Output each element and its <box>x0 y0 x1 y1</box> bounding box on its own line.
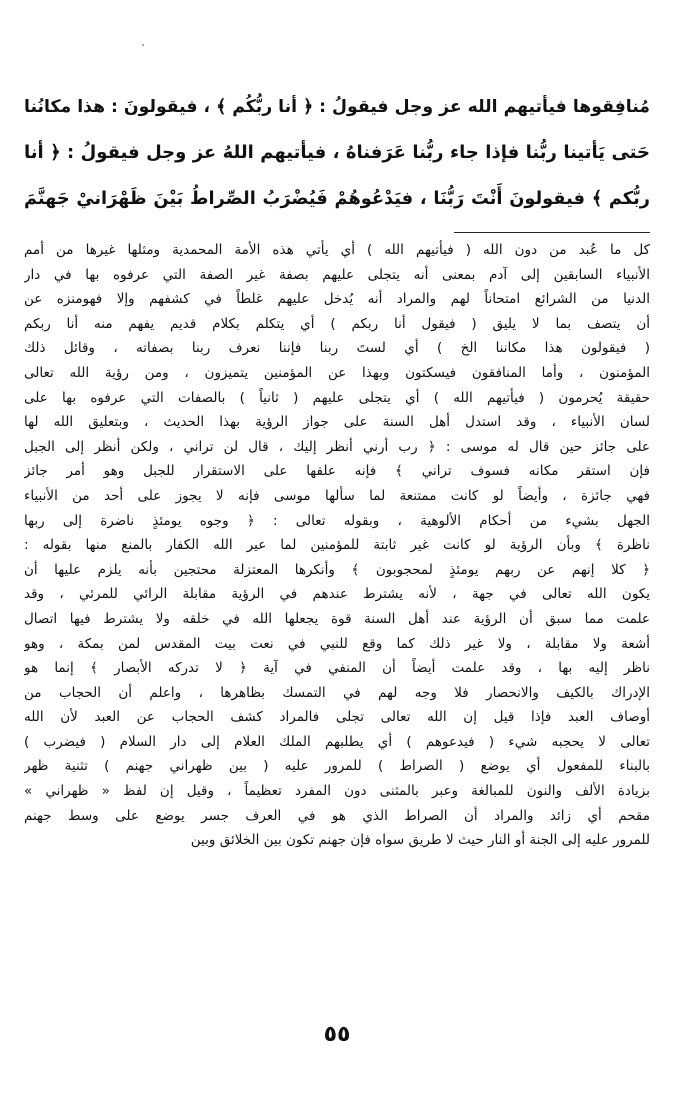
footnote-line: الجهل بشيء من أحكام الألوهية ، وبقوله تعالى : ﴿ وجوه يومئذٍ ناضرة إلى ربها <box>24 512 650 529</box>
page-number: ٥٥ <box>323 1022 351 1047</box>
footnote-line: الدنيا من الشرائع امتحاناً لهم والمراد أنه يُدخل عليهم غلطاً في كشفهم وإلا فهومنزه عن <box>24 291 650 308</box>
footnote-line: الإدراك بالكيف والانحصار فلا وجه لهم في التمسك بظاهرها ، واعلم أن الحجاب من <box>24 684 650 701</box>
hadith-line: حَتى يَأتينا ربُّنا فإذا جاء ربُّنا عَرَفناهُ ، فيأتيهم اللهُ عز وجل فيقولُ : ﴿ أنا <box>24 142 650 163</box>
hadith-text <box>24 84 650 222</box>
footnote-divider <box>454 232 650 233</box>
hadith-line: مُنافِقوها فيأتيهم الله عز وجل فيقولُ : ﴿ أنا ربُّكُم ﴾ ، فيقولونَ : هذا مكانُنا <box>24 97 650 117</box>
print-speck <box>142 44 144 46</box>
hadith-line: ربُّكم ﴾ فيقولونَ أَنْتَ رَبُّنَا ، فيَدْعُوهُمْ فَيُضْرَبُ الصِّراطُ بَيْنَ ظَهْرَانيْ جَهنَّمَ <box>24 189 650 209</box>
footnote-line: مقحم أي زائد والمراد أن الصراط الذي هو في العرف جسر يوضع على وسط جهنم <box>24 807 650 824</box>
footnote-line: المؤمنون ، وأما المنافقون فيسكتون وبهذا عن المؤمنين يتميزون ، ومن رؤية الله تعالى <box>24 364 650 381</box>
footnote-line: علمت مما سبق أن الرؤية عند أهل السنة قوة يجعلها الله في خلقه ولا يشترط فيها اتصال <box>24 610 650 627</box>
footnote-line: أن يتصف بما لا يليق ( فيقول أنا ربكم ) أي يتكلم بكلام قديم يفهم منه أنا ربكم <box>24 315 650 332</box>
commentary-footnote <box>24 238 650 853</box>
footnote-line: حقيقة يُحرمون ( فيأتيهم الله ) أي يتجلى عليهم ( ثانياً ) بالصفات التي عرفوه بها على <box>24 389 650 406</box>
footnote-line: ( فيقولون هذا مكاننا الخ ) أي لستَ ربنا فإننا نعرف ربنا بصفاته ، وقائل ذلك <box>24 340 650 357</box>
footnote-line: بالبناء للمفعول أي يوضع ( الصراط ) للمرور عليه ( بين ظهراني جهنم ) تثنية ظهر <box>24 758 650 775</box>
footnote-line: بزيادة الألف والنون للمبالغة وعبر بالمثنى دون المفرد تعظيماً ، وقيل إن لفظ « ظهراني » <box>24 783 650 800</box>
footnote-line: أوصاف العبد فإذا قيل إن الله تعالى تجلى فالمراد كشف الحجاب عن العبد لأن الله <box>24 709 650 726</box>
footnote-line: تعالى لا يحجبه شيء ( فيدعوهم ) أي يطلبهم الملك العلام إلى دار السلام ( فيضرب ) <box>24 733 650 750</box>
footnote-line: ناظر إليه بها ، وقد علمت أيضاً أن المنفي في آية ﴿ لا تدركه الأبصار ﴾ إنما هو <box>24 660 650 677</box>
footnote-line: كل ما عُبد من دون الله ( فيأتيهم الله ) أي يأتي هذه الأمة المحمدية ومثلها غيرها من أمم <box>24 242 650 258</box>
footnote-line: فإن استقر مكانه فسوف تراني ﴾ فإنه علقها على الاستقرار للجبل وهو أمر جائز <box>24 463 650 480</box>
footnote-line: أشعة ولا مقابلة ، ولا غير ذلك كما وقع للنبي في نعت بيت المقدس لمن بمكة ، وهو <box>24 635 650 652</box>
footnote-line: فهي جائزة ، وأيضاً لو كانت ممتنعة لما سألها موسى فإنه لا يجوز على أحد من الأنبياء <box>24 487 650 504</box>
footnote-line: للمرور عليه إلى الجنة أو النار حيث لا طريق سواه فإن جهنم تكون بين الخلائق وبين <box>190 832 650 849</box>
footnote-line: يكون الله تعالى في جهة ، لأنه يشترط عندهم في الرؤية مقابلة الرائي للمرئي ، وقد <box>24 586 650 603</box>
footnote-line: على جائز حين قال له موسى : ﴿ رب أرني أنظر إليك ، قال لن تراني ، ولكن أنظر إلى الجبل <box>24 438 650 455</box>
footnote-line: ناظرة ﴾ وبأن الرؤية لو كانت غير ثابتة للمؤمنين لما عير الله الكفار بالمنع منها بقوله : <box>24 537 650 554</box>
footnote-line: ﴿ كلا إنهم عن ربهم يومئذٍ لمحجوبون ﴾ وأنكرها المعتزلة محتجين بأنه يلزم عليها أن <box>24 561 650 578</box>
footnote-line: الأنبياء السابقين إلى آدم بمعنى أنه يتجلى عليهم بصفة غير الصفة التي عرفوه بها في دار <box>24 266 650 283</box>
footnote-line: لسان الأنبياء ، وقد استدل أهل السنة على جواز الرؤية بهذا الحديث ، وبتعليق الله لها <box>24 414 650 431</box>
